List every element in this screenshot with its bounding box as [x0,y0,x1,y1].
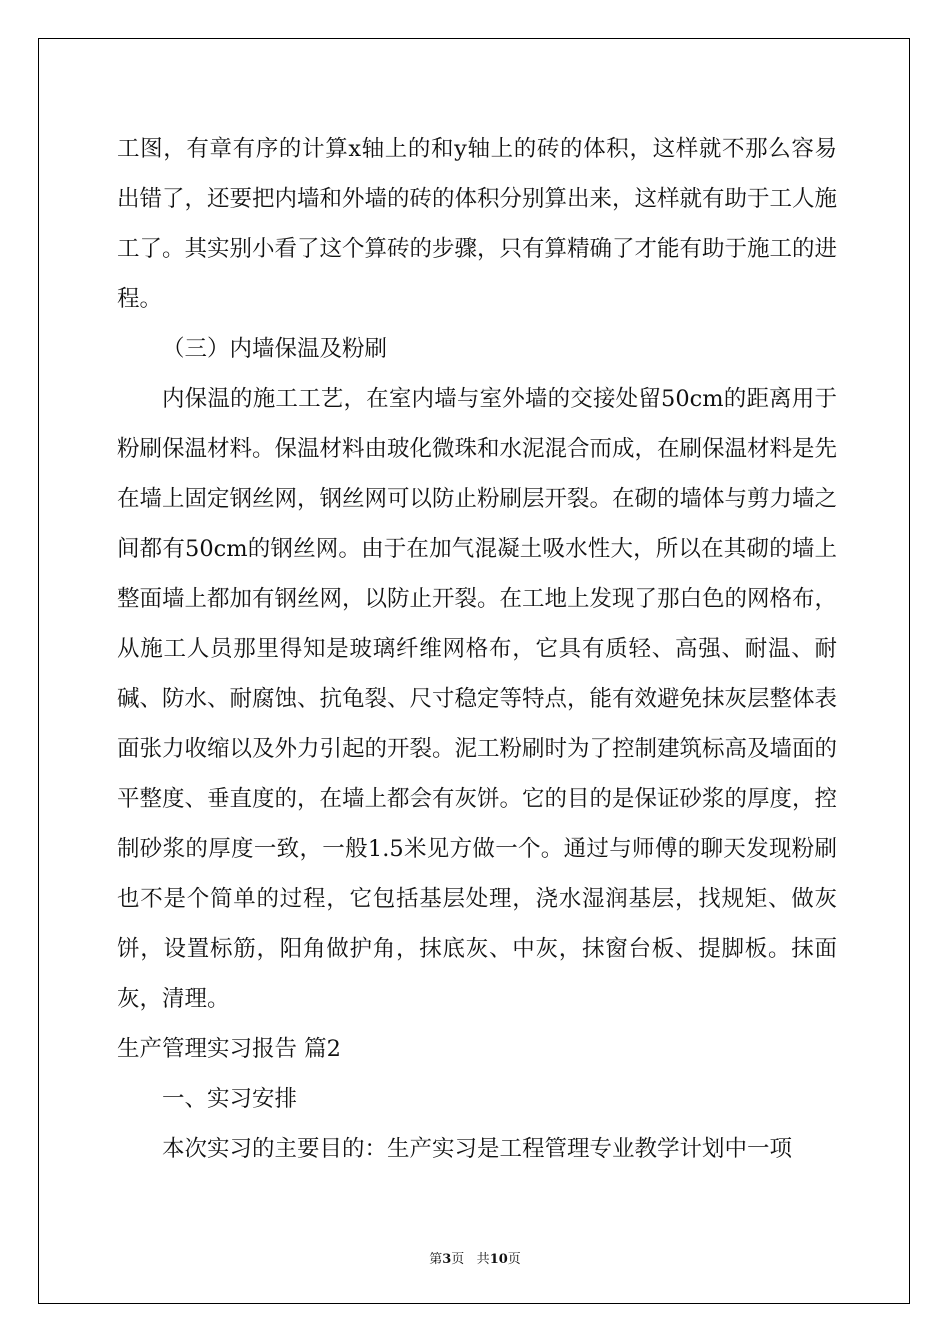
footer-total-prefix: 共 [476,1252,490,1267]
paragraph-purpose: 本次实习的主要目的：生产实习是工程管理专业教学计划中一项 [162,1136,793,1162]
paragraph-1: 工图，有章有序的计算x轴上的和y轴上的砖的体积，这样就不那么容易出错了，还要把内墙和外墙的砖的体积分别算出来，这样就有助于工人施工了。其实别小看了这个算砖的步骤，只有算精确了才能有助于施工的进程。 [117,136,838,312]
footer-total-pages: 10 [489,1252,508,1267]
section-heading-1: 一、实习安排 [162,1086,298,1112]
footer-page-suffix: 页 [451,1252,465,1267]
paragraph-insulation: 内保温的施工工艺，在室内墙与室外墙的交接处留50cm的距离用于粉刷保温材料。保温材料由玻化微珠和水泥混合而成，在刷保温材料是先在墙上固定钢丝网，钢丝网可以防止粉刷层开裂。在砌的墙体与剪力墙之间都有50cm的钢丝网。由于在加气混凝土吸水性大，所以在其砌的墙上整面墙上都加有钢丝网，以防止开裂。在工地上发现了那白色的网格布，从施工人员那里得知是玻璃纤维网格布，它具有质轻、高强、耐温、耐碱、防水、耐腐蚀、抗龟裂、尺寸稳定等特点，能有效避免抹灰层整体表面张力收缩以及外力引起的开裂。泥工粉刷时为了控制建筑标高及墙面的平整度、垂直度的，在墙上都会有灰饼。它的目的是保证砂浆的厚度，控制砂浆的厚度一致，一般1.5米见方做一个。通过与师傅的聊天发现粉刷也不是个简单的过程，它包括基层处理，浇水湿润基层，找规矩、做灰饼，设置标筋，阳角做护角，抹底灰、中灰，抹窗台板、提脚板。抹面灰，清理。 [117,386,838,1012]
section-heading-3: （三）内墙保温及粉刷 [162,336,388,362]
footer-page-number: 3 [442,1252,452,1267]
report-title-part-2: 生产管理实习报告 篇2 [117,1036,341,1062]
page-footer [0,1248,950,1267]
footer-page-prefix: 第 [429,1252,443,1267]
document-body [117,124,837,1174]
footer-total-suffix: 页 [507,1252,521,1267]
